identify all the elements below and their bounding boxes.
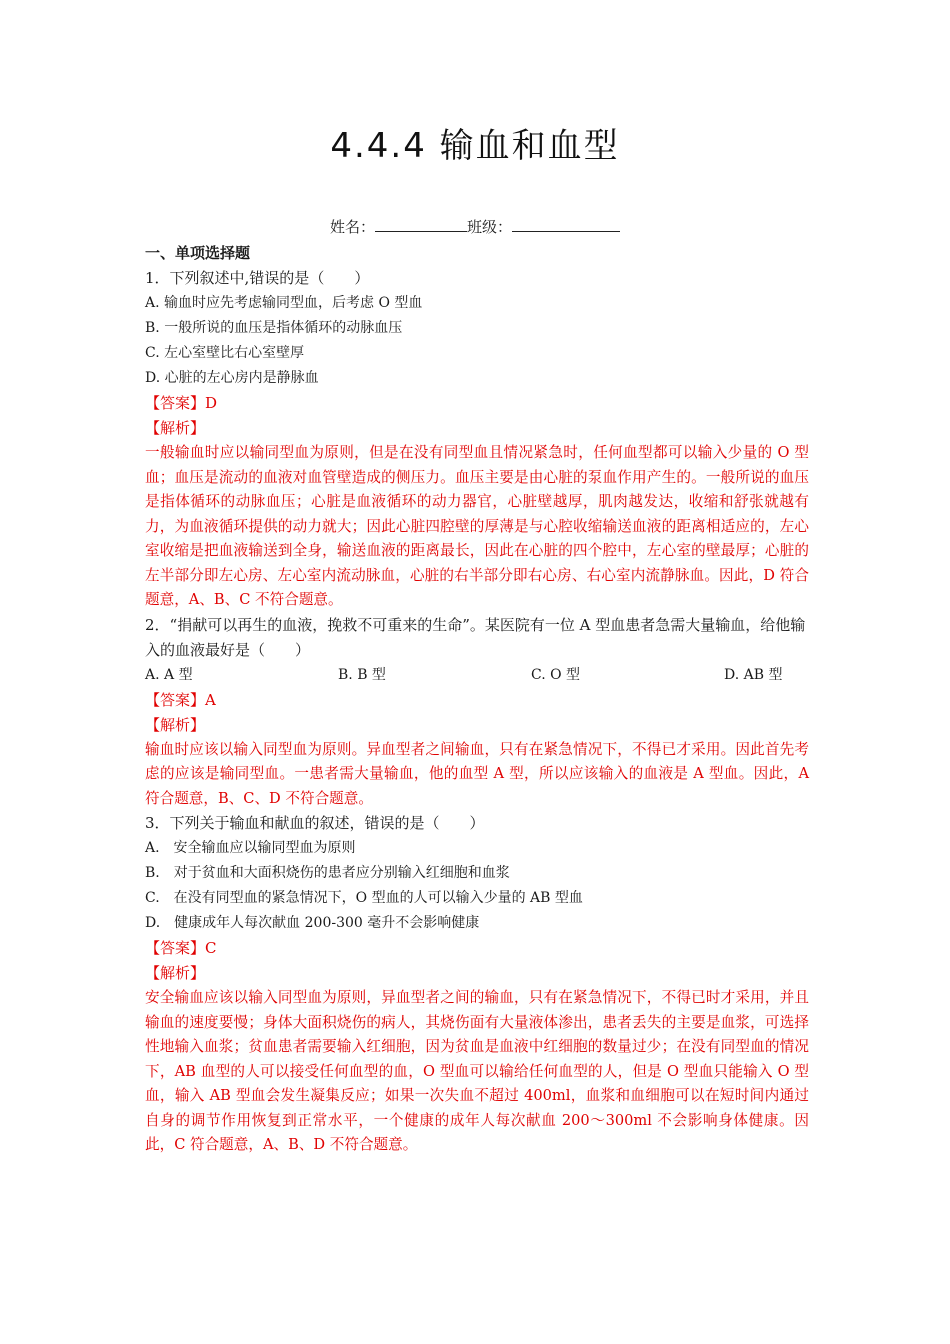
- option-a: A. 安全输血应以输同型血为原则: [145, 840, 356, 856]
- question-stem: 2．“捐献可以再生的血液，挽救不可重来的生命”。某医院有一位 A 型血患者急需大量输血，给他输入的血液最好是（ ）: [145, 615, 806, 659]
- question-stem: 1．下列叙述中,错误的是（ ）: [145, 269, 370, 287]
- questions-content: [145, 240, 809, 1158]
- question-stem: 3．下列关于输血和献血的叙述，错误的是（ ）: [145, 814, 485, 832]
- question-1: [145, 266, 809, 613]
- analysis-label: 【解析】: [145, 419, 206, 437]
- question-3: [145, 811, 809, 1158]
- page-title: 4.4.4 输血和血型: [330, 126, 620, 166]
- class-blank: [512, 217, 620, 232]
- option-b: B. 对于贫血和大面积烧伤的患者应分别输入红细胞和血浆: [145, 865, 510, 881]
- option-a: A. A 型: [145, 666, 193, 683]
- option-a: A. 输血时应先考虑输同型血，后考虑 O 型血: [145, 295, 423, 311]
- option-b: B. 一般所说的血压是指体循环的动脉血压: [145, 320, 403, 336]
- analysis-text: 输血时应该以输入同型血为原则。异血型者之间输血，只有在紧急情况下，不得已才采用。因此首先考虑的应该是输同型血。一患者需大量输血，他的血型 A 型，所以应该输入的血液是 A 型血。因此，A 符合题意，B、C、D 不符合题意。: [145, 740, 809, 807]
- option-c: C. 左心室壁比右心室壁厚: [145, 345, 305, 361]
- answer-label: 【答案】C: [145, 939, 217, 957]
- student-info-line: [0, 216, 950, 237]
- answer-label: 【答案】A: [145, 690, 216, 709]
- option-c: C. 在没有同型血的紧急情况下，O 型血的人可以输入少量的 AB 型血: [145, 890, 583, 906]
- question-2: [145, 613, 809, 812]
- name-label: 姓名：: [329, 218, 375, 236]
- option-c: C. O 型: [531, 666, 581, 683]
- analysis-text: 一般输血时应以输同型血为原则，但是在没有同型血且情况紧急时，任何血型都可以输入少量的 O 型血；血压是流动的血液对血管壁造成的侧压力。血压主要是由心脏的泵血作用产生的。一般所说的血压是指体循环的动脉血压；心脏是血液循环的动力器官，心脏壁越厚，肌肉越发达，收缩和舒张就越有力，为血液循环提供的动力就大；因此心脏四腔壁的厚薄是与心腔收缩输送血液的距离相适应的，左心室收缩是把血液输送到全身，输送血液的距离最长，因此在心脏的四个腔中，左心室的壁最厚；心脏的左半部分即左心房、左心室内流动脉血，心脏的右半部分即右心房、右心室内流静脉血。因此，D 符合题意，A、B、C 不符合题意。: [145, 444, 809, 608]
- section-title: 一、单项选择题: [145, 244, 251, 262]
- name-blank: [375, 217, 467, 232]
- analysis-label: 【解析】: [145, 715, 206, 734]
- option-d: D. 心脏的左心房内是静脉血: [145, 370, 319, 386]
- option-d: D. AB 型: [724, 666, 783, 683]
- analysis-text: 安全输血应该以输入同型血为原则，异血型者之间的输血，只有在紧急情况下，不得已时才采用，并且输血的速度要慢；身体大面积烧伤的病人，其烧伤面有大量液体渗出，患者丢失的主要是血浆，可选择性地输入血浆；贫血患者需要输入红细胞，因为贫血是血液中红细胞的数量过少；在没有同型血的情况下，AB 血型的人可以接受任何血型的血，O 型血可以输给任何血型的人，但是 O 型血只能输入 O 型血，输入 AB 型血会发生凝集反应；如果一次失血不超过 400ml，血浆和血细胞可以在短时间内通过自身的调节作用恢复到正常水平，一个健康的成年人每次献血 200～300ml 不会影响身体健康。因此，C 符合题意，A、B、D 不符合题意。: [145, 989, 809, 1153]
- option-b: B. B 型: [338, 666, 386, 683]
- class-label: 班级：: [467, 218, 513, 236]
- option-d: D. 健康成年人每次献血 200-300 毫升不会影响健康: [145, 915, 480, 931]
- answer-label: 【答案】D: [145, 394, 218, 412]
- options-row: [145, 663, 809, 688]
- analysis-label: 【解析】: [145, 964, 206, 982]
